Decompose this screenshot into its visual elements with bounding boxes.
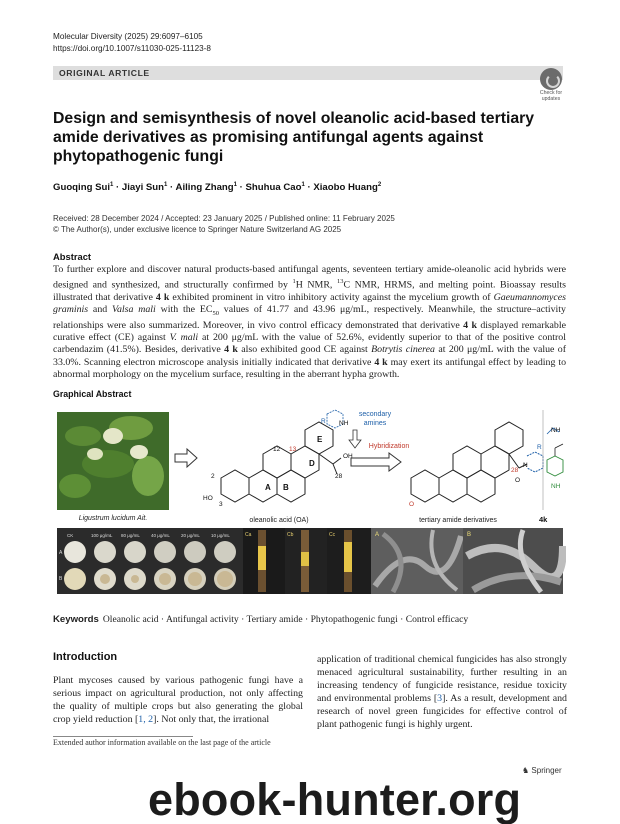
svg-text:12: 12 [273, 446, 281, 453]
footnote-divider [53, 736, 193, 737]
compound-4k-label: 4k [539, 515, 548, 524]
plant-label: Ligustrum lucidum Ait. [78, 515, 148, 522]
keywords-text: Oleanolic acid · Antifungal activity · Tertiary amide · Phytopathogenic fungi · Control efficacy [102, 614, 469, 625]
check-updates-label: Check for updates [539, 90, 563, 102]
graphical-abstract-figure [53, 406, 566, 596]
svg-text:40 μg/mL: 40 μg/mL [151, 533, 170, 538]
svg-text:28: 28 [511, 467, 519, 474]
amines-label: secondary [358, 411, 392, 418]
svg-text:A: A [59, 550, 63, 556]
svg-text:80 μg/mL: 80 μg/mL [121, 533, 140, 538]
svg-text:O: O [515, 477, 521, 484]
svg-text:NH: NH [551, 483, 561, 490]
publisher-logo: ♞ Springer [522, 766, 562, 775]
article-type-banner: ORIGINAL ARTICLE [53, 66, 563, 80]
svg-text:N: N [523, 462, 528, 469]
watermark: ebook-hunter.org [148, 774, 522, 824]
derivatives-label: tertiary amide derivatives [419, 517, 497, 524]
citation-link[interactable]: 3 [437, 692, 443, 704]
svg-text:HO: HO [203, 495, 213, 502]
svg-text:B: B [467, 532, 472, 538]
svg-text:O: O [409, 501, 415, 508]
journal-info [53, 31, 211, 55]
svg-text:B: B [283, 483, 289, 492]
citation-link[interactable]: 1, 2 [138, 713, 154, 725]
history-dates: Received: 28 December 2024 / Accepted: 23 January 2025 / Published online: 11 February 2025 [53, 214, 395, 223]
intro-right-column: application of traditional chemical fungicides has also strongly menaced agricultural sustainability, further resulting in an increasing tendency of fungicide resistance, residue toxicity and environmental problems [3]. As a result, development and research of novel green fungicides for effective control of plant pathogenic fungi is highly urgent. [317, 654, 567, 730]
svg-text:R: R [321, 418, 326, 425]
author-name[interactable]: Guoqing Sui [53, 182, 111, 194]
publication-dates [53, 213, 395, 235]
keywords-label: Keywords [53, 614, 99, 625]
svg-text:3: 3 [219, 501, 223, 508]
svg-text:A: A [265, 483, 271, 492]
svg-text:13: 13 [289, 446, 297, 453]
author-name[interactable]: Xiaobo Huang [313, 182, 378, 194]
svg-text:20 μg/mL: 20 μg/mL [181, 533, 200, 538]
svg-text:CK: CK [67, 533, 74, 538]
keywords-line [53, 614, 468, 625]
svg-text:28: 28 [335, 473, 343, 480]
svg-text:D: D [309, 459, 315, 468]
author-name[interactable]: Shuhua Cao [245, 182, 302, 194]
author-name[interactable]: Ailing Zhang [175, 182, 234, 194]
svg-text:100 μg/mL: 100 μg/mL [91, 533, 113, 538]
abstract-heading: Abstract [53, 251, 92, 262]
svg-text:NH: NH [551, 427, 561, 434]
article-title: Design and semisynthesis of novel oleanolic acid-based tertiary amide derivatives as promising antifungal agents against phytopathogenic fungi [53, 110, 535, 165]
graphical-abstract-heading: Graphical Abstract [53, 389, 132, 399]
check-updates-icon [540, 68, 562, 90]
springer-horse-icon: ♞ [522, 766, 530, 775]
svg-text:R: R [537, 444, 542, 451]
svg-text:amines: amines [363, 420, 387, 427]
arrow-icon [175, 449, 197, 467]
intro-left-column: Plant mycoses caused by various pathogenic fungi have a serious impact on agricultural production, not only affecting the quality of multiple crops but also generating the global crop yield reduction [1, 2]. Not only that, the irrational [53, 675, 303, 725]
svg-text:Ca: Ca [245, 532, 252, 538]
svg-text:NH: NH [339, 420, 349, 427]
introduction-heading: Introduction [53, 651, 118, 663]
oleanolic-acid-structure [221, 422, 341, 502]
check-for-updates-badge[interactable] [536, 68, 566, 100]
svg-text:B: B [59, 576, 63, 582]
author-name[interactable]: Jiayi Sun [121, 182, 165, 194]
abstract-text: To further explore and discover natural products-based antifungal agents, seventeen tertiary amide-oleanolic acid hybrids were designed and synthesized, and structurally confirmed by $^1$H NMR, $^{13}$C NMR, HRMS, and melting point. Bioassay results illustrated that derivative 4 k exhibited prominent in vitro inhibitory activity against the mycelium growth of Gaeumannomyces graminis and Valsa mali with the $EC_{50}$ values of 41.77 and 43.96 μg/mL, respectively. Meanwhile, the structure–activity relationships were also summarized. Moreover, in vivo control efficacy demonstrated that derivative 4 k displayed remarkable curative effect (CE) against V. mali at 200 μg/mL with the value of 52.6%, evidently superior to that of the positive control carbendazim (41.5%). Besides, derivative 4 k also exhibited good CE against Botrytis cinerea at 200 μg/mL with the value of 33.0%. Scanning electron microscope analysis initially indicated that derivative 4 k may exert its antifungal effect by leading to abnormal morphology on the mycelium surface, resulting in the aberrant hypha growth. [53, 264, 567, 380]
journal-citation: Molecular Diversity (2025) 29:6097–6105 [53, 32, 203, 41]
svg-text:Cc: Cc [329, 532, 336, 538]
oa-label: oleanolic acid (OA) [249, 517, 309, 524]
branch-photos [243, 528, 371, 594]
plant-photo [57, 412, 169, 510]
compound-4k-box [543, 410, 563, 510]
svg-text:A: A [375, 532, 380, 538]
down-arrow-icon [349, 430, 361, 448]
svg-text:OH: OH [343, 453, 353, 460]
svg-text:Cb: Cb [287, 532, 294, 538]
petri-plate-panel [57, 528, 243, 594]
arrow-icon [351, 453, 401, 471]
footnote: Extended author information available on the last page of the article [53, 738, 271, 747]
svg-text:E: E [317, 435, 323, 444]
author-list: Guoqing Sui$^1$ · Jiayi Sun$^1$ · Ailing Zhang$^1$ · Shuhua Cao$^1$ · Xiaobo Huang$^2$ [53, 182, 382, 194]
copyright-line: © The Author(s), under exclusive licence to Springer Nature Switzerland AG 2025 [53, 225, 342, 234]
svg-text:2: 2 [211, 473, 215, 480]
doi-link[interactable]: https://doi.org/10.1007/s11030-025-11123-8 [53, 44, 211, 53]
hybridization-label: Hybridization [368, 443, 410, 450]
svg-text:10 μg/mL: 10 μg/mL [211, 533, 230, 538]
sem-images [371, 528, 563, 594]
